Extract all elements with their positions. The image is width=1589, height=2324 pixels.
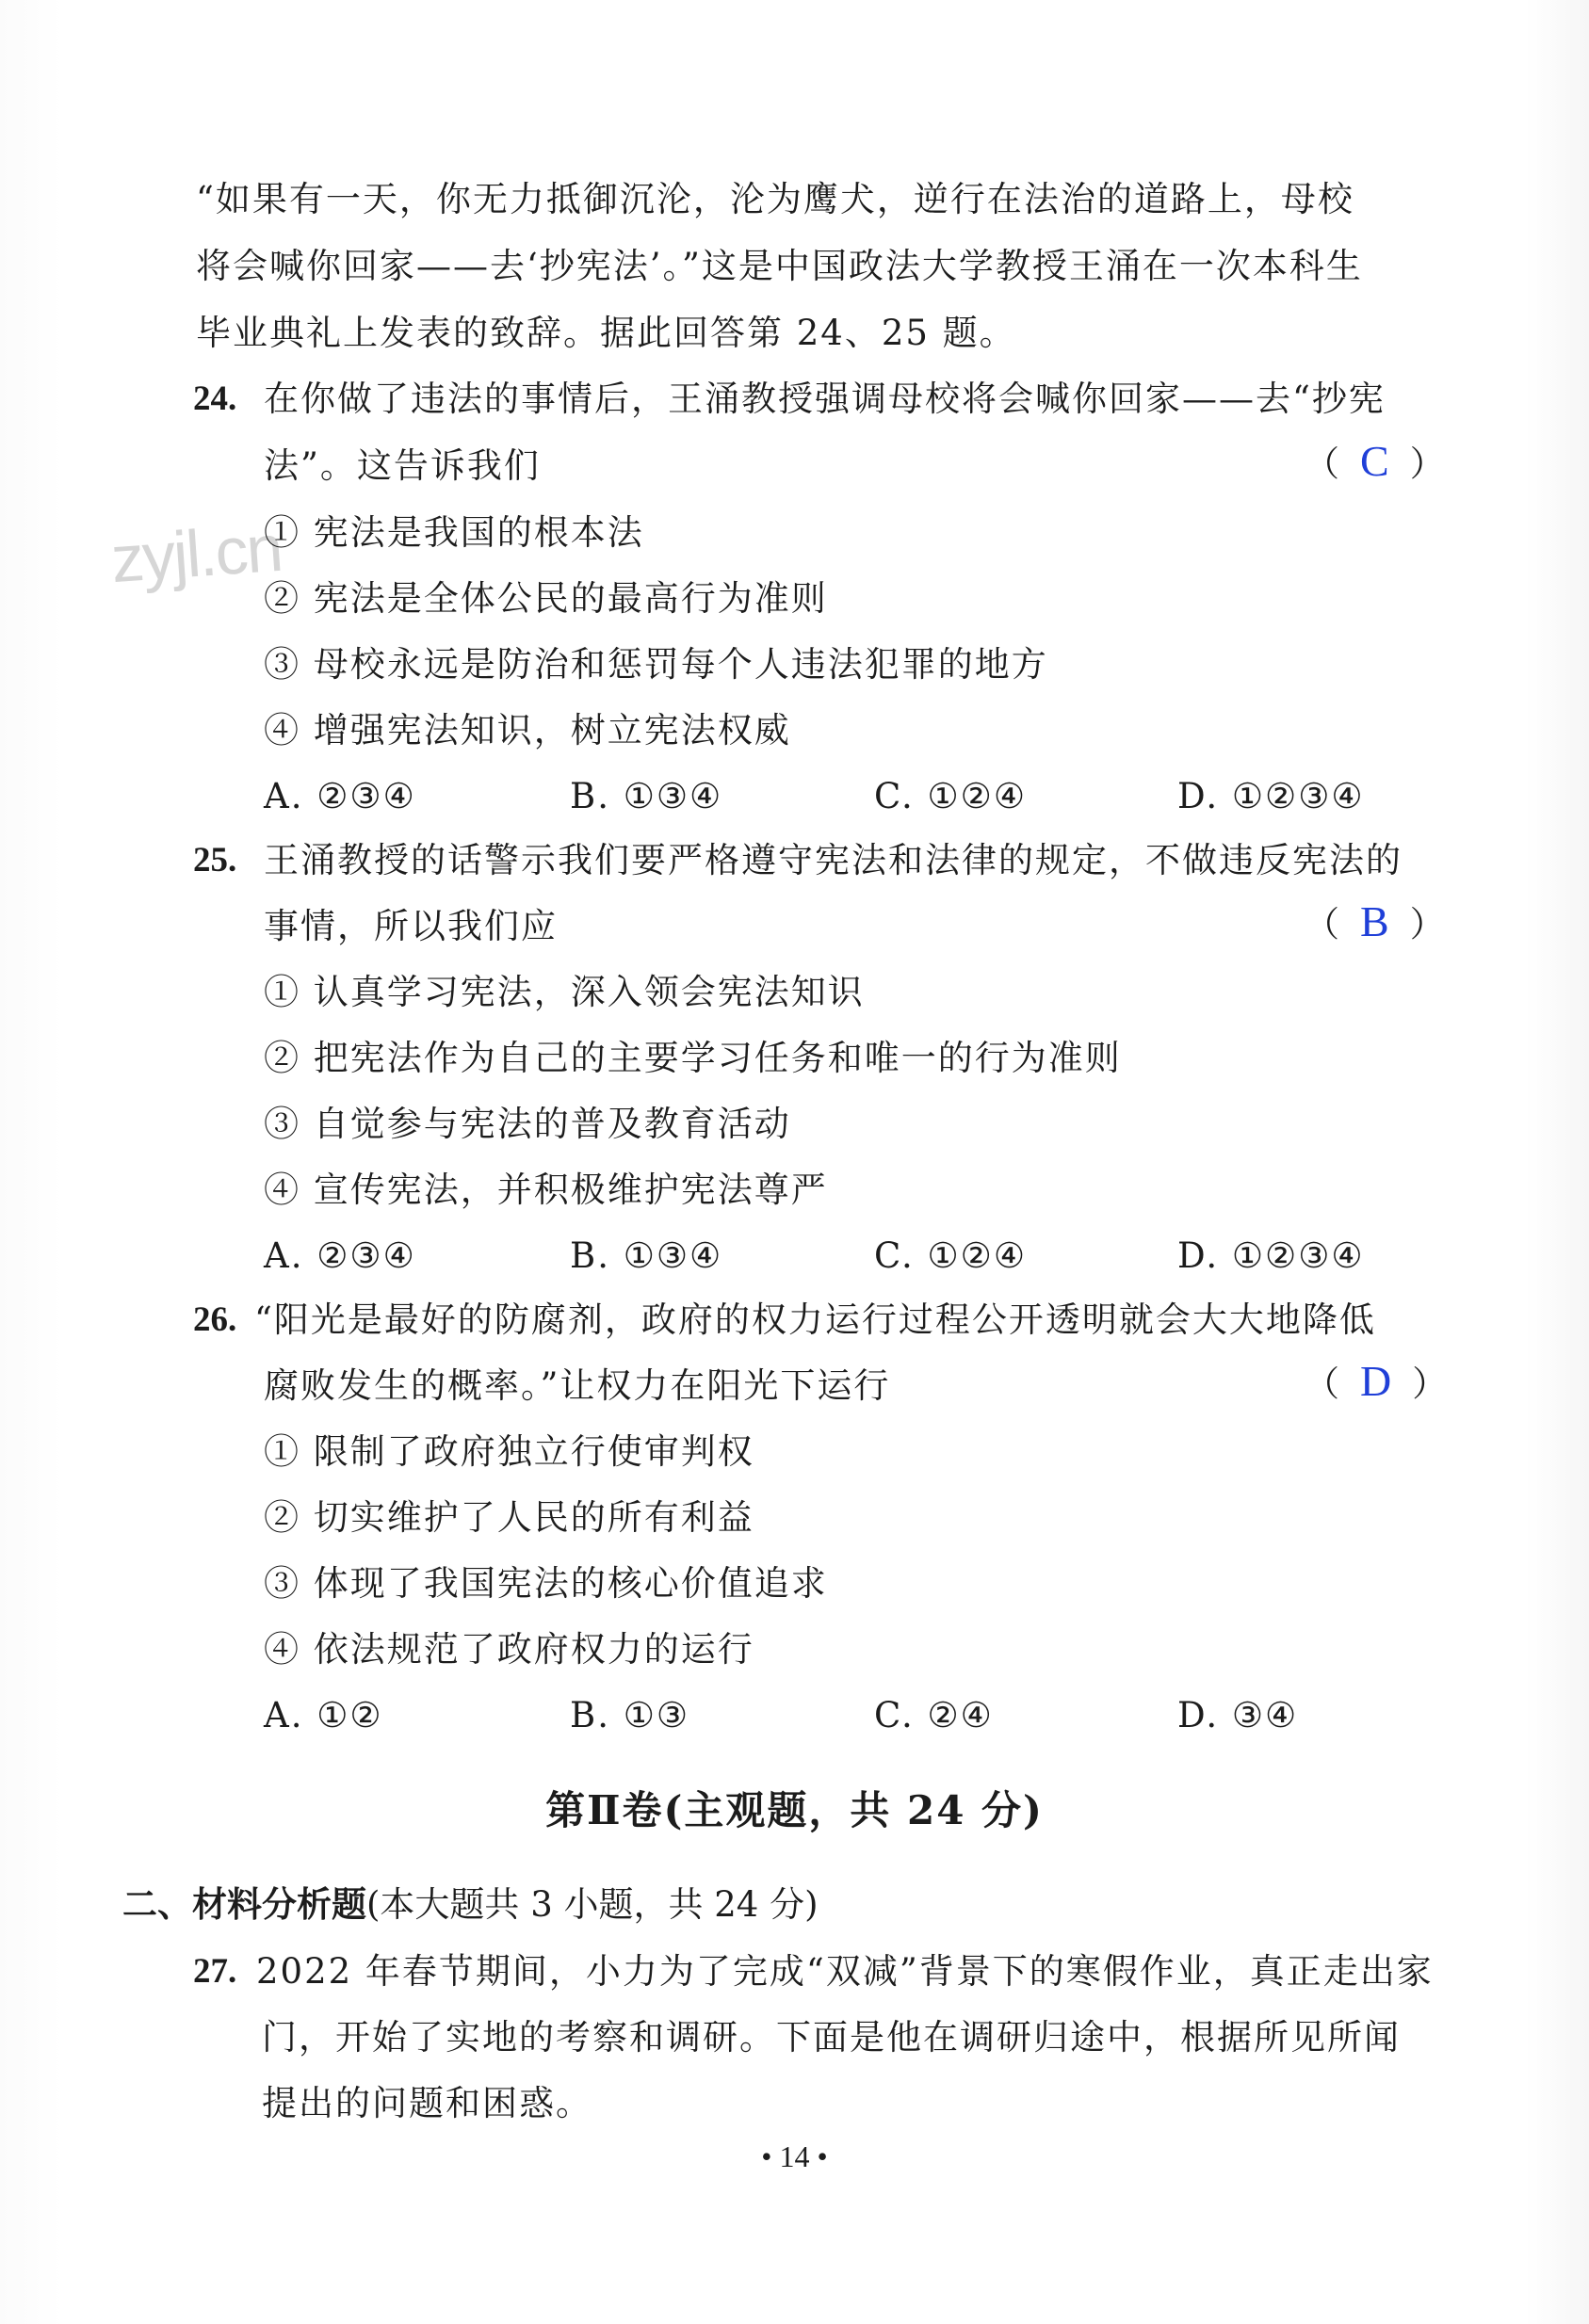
answer-open-paren: （ bbox=[1305, 444, 1339, 484]
question-26-item-4: ④ 依法规范了政府权力的运行 bbox=[264, 1629, 754, 1670]
answer-open-paren: （ bbox=[1305, 1364, 1339, 1404]
question-26-item-3: ③ 体现了我国宪法的核心价值追求 bbox=[264, 1563, 828, 1604]
question-24-choice-b: B. ①③④ bbox=[570, 776, 723, 816]
question-26-choice-d: D. ③④ bbox=[1177, 1695, 1299, 1735]
section-title: 第Ⅱ卷(主观题，共 24 分) bbox=[545, 1787, 1044, 1833]
question-25-number: 25. bbox=[193, 841, 237, 880]
question-24-item-2: ② 宪法是全体公民的最高行为准则 bbox=[264, 578, 828, 619]
question-25-answer bbox=[1305, 899, 1445, 947]
question-25-choice-a: A. ②③④ bbox=[264, 1235, 416, 1276]
answer-close-paren: ） bbox=[1412, 1364, 1448, 1404]
question-25-item-2: ② 把宪法作为自己的主要学习任务和唯一的行为准则 bbox=[264, 1038, 1122, 1078]
answer-letter: C bbox=[1360, 437, 1389, 485]
question-24-item-4: ④ 增强宪法知识，树立宪法权威 bbox=[264, 710, 791, 750]
question-24-stem-line-2: 法”。这告诉我们 bbox=[264, 445, 541, 486]
question-25-choice-c: C. ①②④ bbox=[874, 1235, 1028, 1276]
page-number: • 14 • bbox=[761, 2139, 828, 2173]
answer-close-paren: ） bbox=[1409, 904, 1445, 944]
part-two-heading-rest: (本大题共 3 小题，共 24 分) bbox=[366, 1884, 819, 1925]
question-25-stem-line-1: 王涌教授的话警示我们要严格遵守宪法和法律的规定，不做违反宪法的 bbox=[264, 840, 1403, 880]
question-26-choice-a: A. ①② bbox=[264, 1695, 383, 1735]
question-26-stem-line-2: 腐败发生的概率。”让权力在阳光下运行 bbox=[264, 1365, 891, 1406]
question-26-choice-c: C. ②④ bbox=[874, 1695, 994, 1735]
question-26-item-1: ① 限制了政府独立行使审判权 bbox=[264, 1431, 754, 1472]
question-24-answer bbox=[1305, 439, 1445, 487]
answer-close-paren: ） bbox=[1409, 444, 1445, 484]
question-24-item-1: ① 宪法是我国的根本法 bbox=[264, 512, 644, 553]
question-27-line-3: 提出的问题和困惑。 bbox=[262, 2083, 592, 2123]
question-26-choice-b: B. ①③ bbox=[570, 1695, 690, 1735]
intro-line-1: “如果有一天，你无力抵御沉沦，沦为鹰犬，逆行在法治的道路上，母校 bbox=[196, 179, 1354, 219]
question-27-number: 27. bbox=[193, 1952, 237, 1991]
question-25-stem-line-2: 事情，所以我们应 bbox=[264, 906, 558, 946]
part-two-heading-bold: 二、材料分析题 bbox=[122, 1883, 366, 1925]
question-26-stem-line-1: “阳光是最好的防腐剂，政府的权力运行过程公开透明就会大大地降低 bbox=[254, 1299, 1376, 1340]
question-25-choice-b: B. ①③④ bbox=[570, 1235, 723, 1276]
question-24-choice-d: D. ①②③④ bbox=[1177, 776, 1365, 816]
question-26-answer bbox=[1305, 1359, 1447, 1407]
intro-line-3: 毕业典礼上发表的致辞。据此回答第 24、25 题。 bbox=[196, 313, 1016, 353]
question-25-item-4: ④ 宣传宪法，并积极维护宪法尊严 bbox=[264, 1170, 828, 1210]
part-two-heading bbox=[122, 1881, 819, 1928]
question-25-item-1: ① 认真学习宪法，深入领会宪法知识 bbox=[264, 972, 865, 1012]
question-24-number: 24. bbox=[193, 379, 237, 418]
answer-letter: B bbox=[1360, 897, 1389, 945]
intro-line-2: 将会喊你回家——去‘抄宪法’。”这是中国政法大学教授王涌在一次本科生 bbox=[196, 246, 1363, 286]
answer-letter: D bbox=[1360, 1357, 1392, 1405]
question-25-choice-d: D. ①②③④ bbox=[1177, 1235, 1365, 1276]
answer-open-paren: （ bbox=[1305, 904, 1339, 944]
question-24-choice-a: A. ②③④ bbox=[264, 776, 416, 816]
question-27-line-2: 门，开始了实地的考察和调研。下面是他在调研归途中，根据所见所闻 bbox=[262, 2017, 1401, 2058]
question-26-item-2: ② 切实维护了人民的所有利益 bbox=[264, 1497, 754, 1538]
question-25-item-3: ③ 自觉参与宪法的普及教育活动 bbox=[264, 1104, 791, 1144]
question-24-choice-c: C. ①②④ bbox=[874, 776, 1028, 816]
question-26-number: 26. bbox=[193, 1300, 237, 1339]
question-24-item-3: ③ 母校永远是防治和惩罚每个人违法犯罪的地方 bbox=[264, 644, 1048, 685]
question-24-stem-line-1: 在你做了违法的事情后，王涌教授强调母校将会喊你回家——去“抄宪 bbox=[264, 379, 1386, 419]
question-27-line-1: 2022 年春节期间，小力为了完成“双减”背景下的寒假作业，真正走出家 bbox=[256, 1951, 1434, 1992]
watermark-logo: zyjl.cn bbox=[108, 510, 284, 597]
